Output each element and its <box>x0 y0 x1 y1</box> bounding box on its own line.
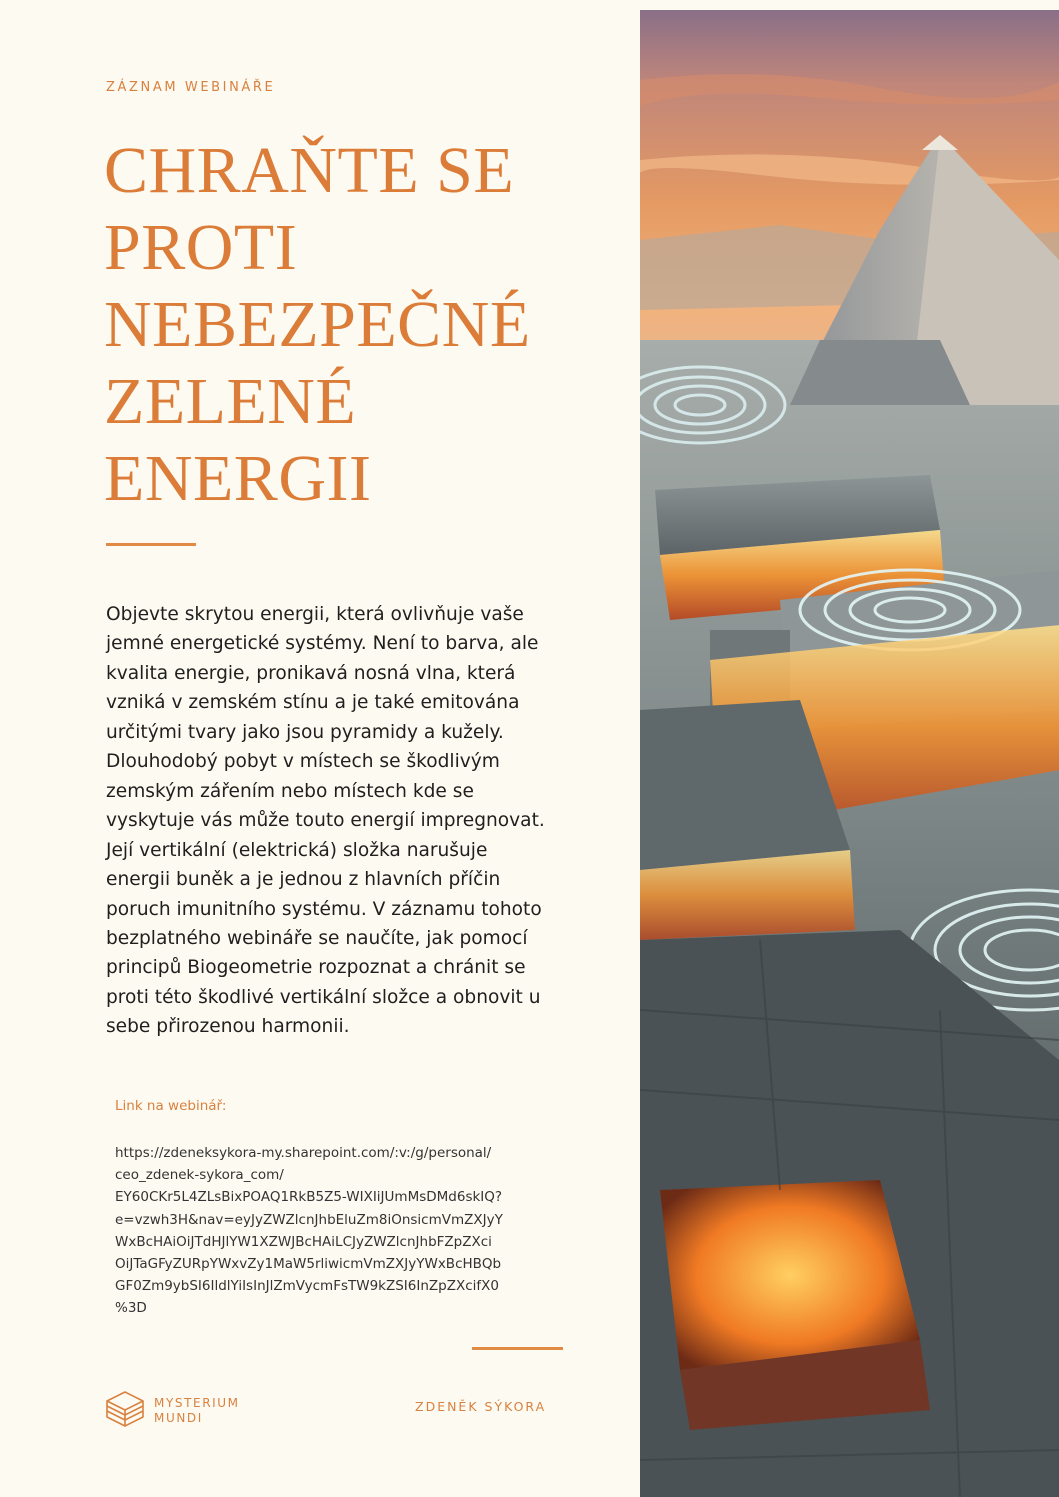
text-line: jemné energetické systémy. Není to barva, ale <box>106 633 539 655</box>
link-line[interactable]: %3D <box>115 1300 147 1317</box>
text-line: Objevte skrytou energii, která ovlivňuje vaše <box>106 604 524 625</box>
text-line: energii buněk a je jednou z hlavních příčin <box>106 869 501 891</box>
brand-name <box>154 1396 240 1426</box>
title-line: ENERGII <box>104 442 372 515</box>
link-line[interactable]: EY60CKr5L4ZLsBixPOAQ1RkB5Z5-WIXIiJUmMsDMd6skIQ? <box>115 1189 503 1206</box>
text-line: určitými tvary jako jsou pyramidy a kužely. <box>106 721 504 743</box>
brand-line: MYSTERIUM <box>154 1396 240 1410</box>
text-line: kvalita energie, pronikavá nosná vlna, která <box>106 662 516 684</box>
text-line: vyskytuje vás může touto energií impregnovat. <box>106 810 545 832</box>
text-line: zemským zářením nebo místech kde se <box>106 780 474 802</box>
footer-divider <box>472 1347 563 1350</box>
link-line[interactable]: https://zdeneksykora-my.sharepoint.com/:v:/g/personal/ <box>115 1145 492 1161</box>
description-paragraph <box>106 600 576 1042</box>
title-line: ZELENÉ <box>104 365 357 438</box>
pyramid-desert-illustration <box>640 10 1059 1497</box>
author-name: ZDENĚK SÝKORA <box>415 1399 547 1414</box>
title-line: NEBEZPEČNÉ <box>104 288 531 361</box>
hexagon-cube-icon <box>104 1390 146 1428</box>
webinar-link[interactable] <box>115 1142 585 1320</box>
page-title <box>104 132 624 517</box>
text-line: principů Biogeometrie rozpoznat a chránit se <box>106 957 526 979</box>
text-line: Dlouhodobý pobyt v místech se škodlivým <box>106 751 500 773</box>
title-line: CHRAŇTE SE <box>104 134 515 207</box>
text-line: vzniká v zemském stínu a je také emitována <box>106 692 520 714</box>
title-divider <box>106 543 196 546</box>
brand-line: MUNDI <box>154 1411 203 1425</box>
webinar-link-label: Link na webinář: <box>115 1098 227 1114</box>
link-line[interactable]: GF0Zm9ybSI6IldlYiIsInJlZmVycmFsTW9kZSI6InZpZXcifX0 <box>115 1278 499 1295</box>
text-line: sebe přirozenou harmonii. <box>106 1016 350 1038</box>
text-line: poruch imunitního systému. V záznamu tohoto <box>106 898 542 920</box>
link-line[interactable]: WxBcHAiOiJTdHJlYW1XZWJBcHAiLCJyZWZlcnJhbFZpZXci <box>115 1233 492 1250</box>
link-line[interactable]: OiJTaGFyZURpYWxvZy1MaW5rliwicmVmZXJyYWxBcHBQb <box>115 1256 502 1273</box>
link-line[interactable]: e=vzwh3H&nav=eyJyZWZlcnJhbEluZm8iOnsicmVmZXJyY <box>115 1211 503 1228</box>
link-line[interactable]: ceo_zdenek-sykora_com/ <box>115 1167 284 1184</box>
text-line: proti této škodlivé vertikální složce a obnovit u <box>106 986 541 1008</box>
title-line: PROTI <box>104 211 298 284</box>
text-line: bezplatného webináře se naučíte, jak pomocí <box>106 927 528 949</box>
text-line: Její vertikální (elektrická) složka narušuje <box>106 839 488 861</box>
webinar-kicker: ZÁZNAM WEBINÁŘE <box>106 80 276 95</box>
